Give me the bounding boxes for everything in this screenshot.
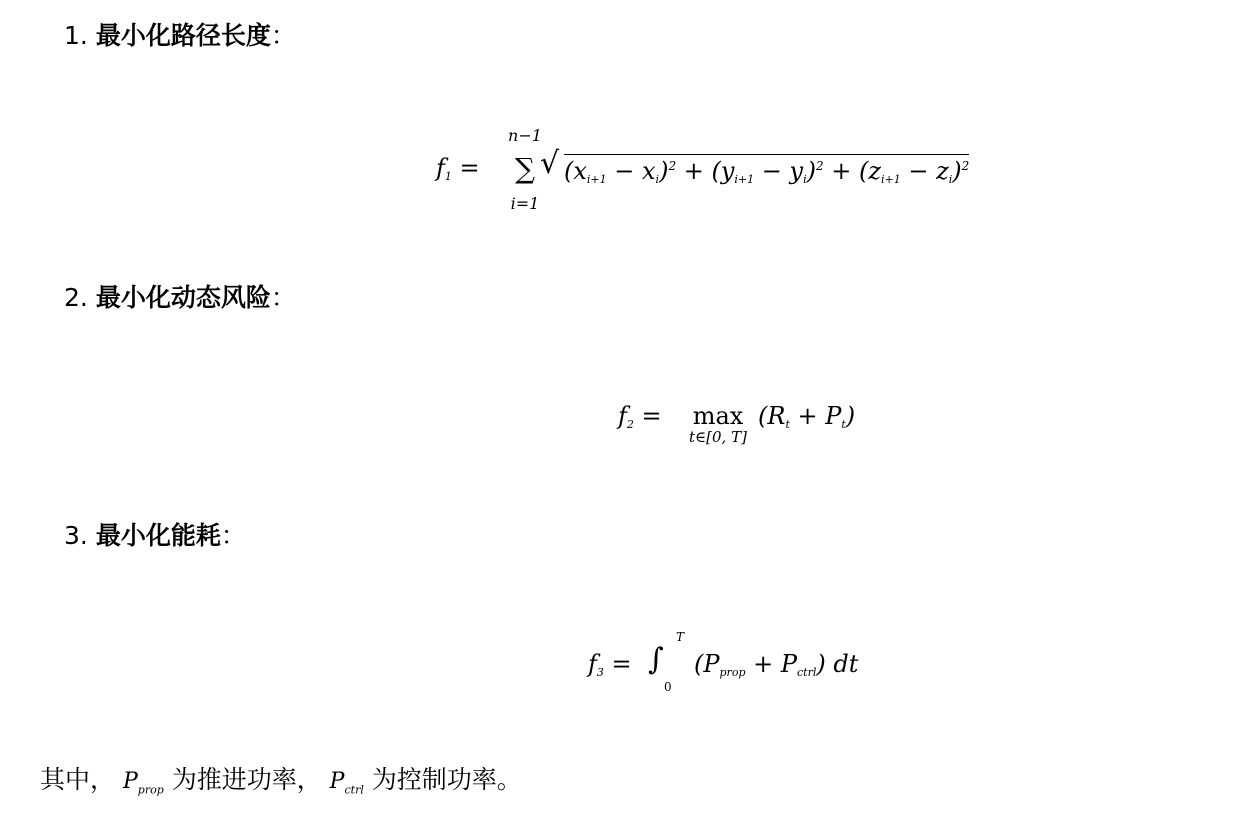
note-mid: 为推进功率，	[171, 765, 322, 794]
explanation-note	[40, 764, 522, 806]
section-number: 1.	[64, 21, 88, 50]
sum-upper-limit: n−1	[508, 126, 542, 145]
section-heading-3	[64, 520, 246, 552]
formula-lhs: f2 =	[618, 402, 662, 431]
max-operator: max t∈[0, T]	[689, 402, 747, 446]
formula-lhs: f3 =	[588, 650, 632, 679]
section-title: 最小化动态风险	[95, 283, 271, 312]
formula-path-length	[436, 126, 1056, 226]
formula-rhs: (Rt + Pt)	[758, 402, 856, 431]
integral-lower-limit: 0	[664, 680, 672, 694]
section-heading-2	[64, 282, 296, 314]
section-colon: ：	[220, 521, 246, 550]
section-title: 最小化路径长度	[95, 21, 271, 50]
section-number: 3.	[64, 521, 88, 550]
integral-sign-icon: ∫	[648, 642, 664, 677]
formula-dynamic-risk	[618, 392, 878, 452]
term-p-prop: $P_{prop}$	[122, 769, 164, 797]
section-title: 最小化能耗	[95, 521, 221, 550]
section-colon: ：	[270, 21, 296, 50]
formula-lhs: f1 =	[436, 154, 480, 183]
section-colon: ：	[270, 283, 296, 312]
sum-lower-limit: i=1	[510, 194, 540, 213]
note-prefix: 其中，	[40, 765, 116, 794]
integral-upper-limit: T	[676, 630, 685, 644]
formula-rhs: (Pprop + Pctrl) dt	[694, 650, 859, 679]
radicand: (xi+1 − xi)$^2$ + (yi+1 − yi)$^2$ + (zi+1 − zi)$^2$	[564, 154, 969, 186]
radical-sign-icon: √	[540, 146, 560, 181]
section-number: 2.	[64, 283, 88, 312]
sum-sign: ∑	[515, 152, 535, 185]
section-heading-1	[64, 20, 296, 52]
formula-energy	[588, 630, 918, 700]
term-p-ctrl: $P_{ctrl}$	[329, 769, 364, 797]
note-suffix: 为控制功率。	[371, 765, 522, 794]
